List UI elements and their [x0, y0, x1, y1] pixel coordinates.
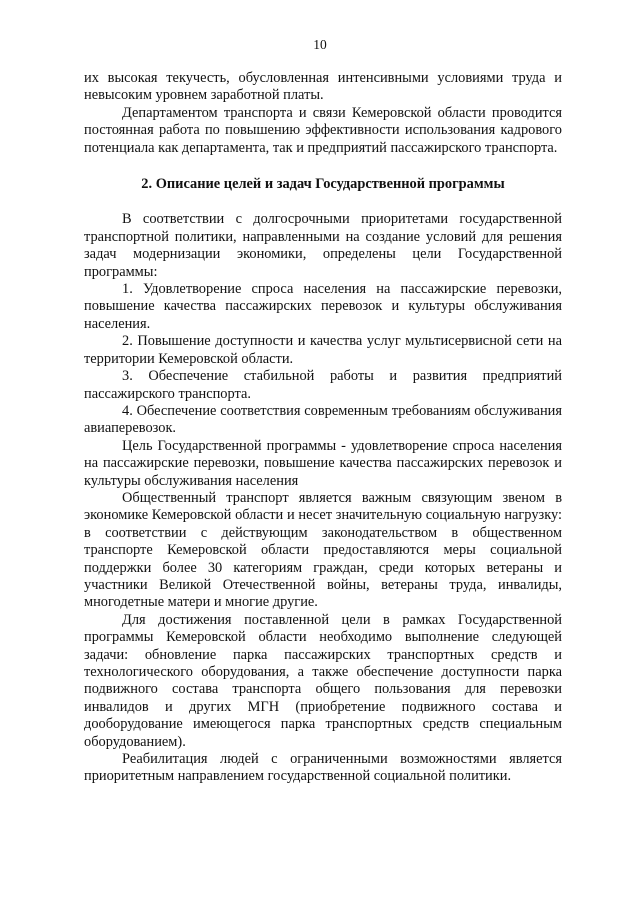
section-heading: 2. Описание целей и задач Государственной программы: [141, 176, 505, 193]
document-body: [84, 70, 562, 786]
paragraph: В соответствии с долгосрочными приоритетами государственной транспортной политики, направленными на создание условий для решения задач модернизации экономики, определены цели Государственной программы:: [84, 211, 562, 280]
goal-item: 3. Обеспечение стабильной работы и развития предприятий пассажирского транспорта.: [84, 368, 562, 402]
paragraph: Цель Государственной программы - удовлетворение спроса населения на пассажирские перевозки, повышение качества пассажирских перевозок и культуры обслуживания населения: [84, 437, 562, 489]
paragraph: Для достижения поставленной цели в рамках Государственной программы Кемеровской области необходимо выполнение следующей задачи: обновление парка пассажирских транспортных средств и технологического оборудования, а также обеспечение доступности парка подвижного состава транспорта общего пользования для перевозки инвалидов и других МГН (приобретение подвижного состава и дооборудование имеющегося парка транспортных средств специальным оборудованием).: [84, 611, 562, 750]
goal-item: 2. Повышение доступности и качества услуг мультисервисной сети на территории Кемеровской области.: [84, 333, 562, 367]
page-number: 10: [313, 37, 327, 52]
goal-item: 4. Обеспечение соответствия современным требованиям обслуживания авиаперевозок.: [84, 402, 562, 437]
goal-item: 1. Удовлетворение спроса населения на пассажирские перевозки, повышение качества пассажирских перевозок и культуры обслуживания населения.: [84, 281, 562, 332]
paragraph: Реабилитация людей с ограниченными возможностями является приоритетным направлением государственной социальной политики.: [84, 751, 562, 785]
paragraph: их высокая текучесть, обусловленная интенсивными условиями труда и невысоким уровнем заработной платы.: [84, 70, 562, 104]
paragraph: Общественный транспорт является важным связующим звеном в экономике Кемеровской области и несет значительную социальную нагрузку: в соответствии с действующим законодательством в общественном транспорте Кемеровской области предоставляются меры социальной поддержки более 30 категориям граждан, среди которых ветераны и участники Великой Отечественной войны, ветераны труда, инвалиды, многодетные матери и многие другие.: [84, 489, 562, 611]
paragraph: Департаментом транспорта и связи Кемеровской области проводится постоянная работа по повышению эффективности использования кадрового потенциала как департамента, так и предприятий пассажирского транспорта.: [84, 104, 562, 156]
